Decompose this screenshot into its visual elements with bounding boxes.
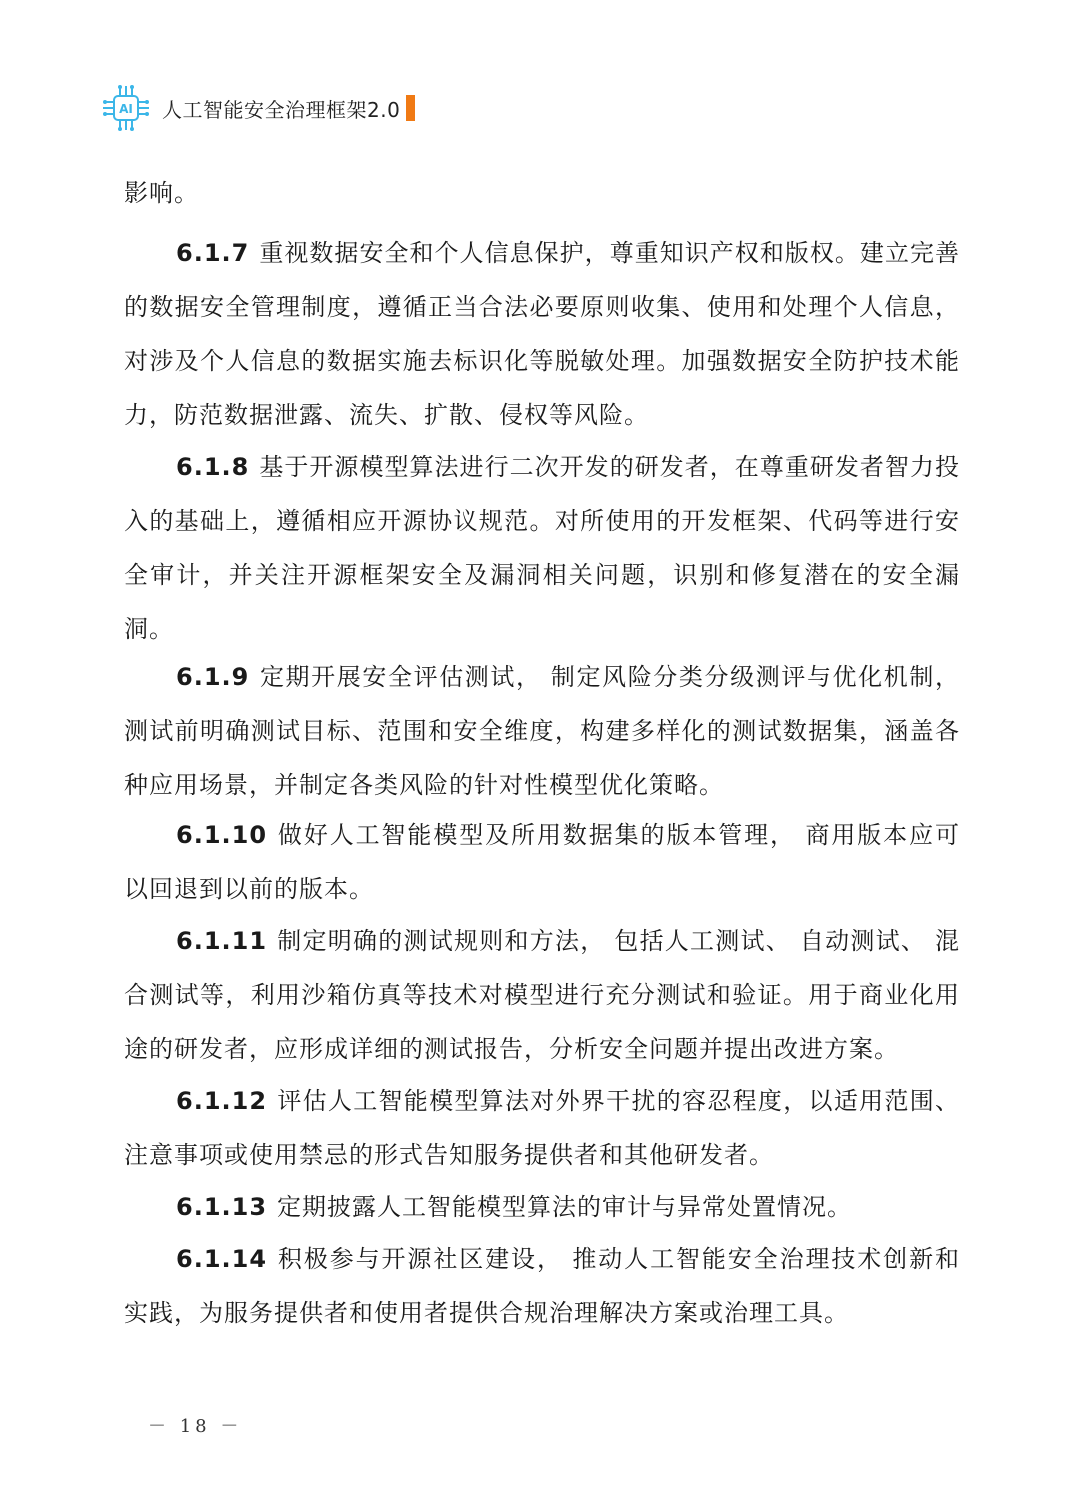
clause-number: 6.1.14 [176, 1245, 268, 1273]
header-title: 人工智能安全治理框架2.0 [162, 97, 401, 122]
clause-text: 基于开源模型算法进行二次开发的研发者，在尊重研发者智力投入的基础上，遵循相应开源协议规范。对所使用的开发框架、代码等进行安全审计，并关注开源框架安全及漏洞相关问题，识别和修复潜在的安全漏洞。 [124, 453, 960, 643]
clause-6-1-14 [124, 1232, 960, 1340]
clause-number: 6.1.10 [176, 821, 268, 849]
clause-6-1-7 [124, 226, 960, 442]
ai-chip-logo [100, 82, 152, 134]
clause-6-1-13 [124, 1180, 960, 1234]
page-number: － 18 － [148, 1416, 243, 1437]
svg-text:AI: AI [119, 102, 133, 116]
clause-6-1-9 [124, 650, 960, 812]
clause-text: 定期开展安全评估测试， 制定风险分类分级测评与优化机制，测试前明确测试目标、范围和安全维度，构建多样化的测试数据集，涵盖各种应用场景，并制定各类风险的针对性模型优化策略。 [124, 663, 960, 799]
header-accent-bar [406, 95, 415, 121]
clause-text: 做好人工智能模型及所用数据集的版本管理， 商用版本应可以回退到以前的版本。 [124, 821, 960, 903]
clause-number: 6.1.11 [176, 927, 268, 955]
clause-text: 重视数据安全和个人信息保护，尊重知识产权和版权。建立完善的数据安全管理制度，遵循正当合法必要原则收集、使用和处理个人信息，对涉及个人信息的数据实施去标识化等脱敏处理。加强数据安全防护技术能力，防范数据泄露、流失、扩散、侵权等风险。 [124, 239, 960, 429]
clause-text: 评估人工智能模型算法对外界干扰的容忍程度，以适用范围、注意事项或使用禁忌的形式告知服务提供者和其他研发者。 [124, 1087, 960, 1169]
clause-text: 积极参与开源社区建设， 推动人工智能安全治理技术创新和实践，为服务提供者和使用者提供合规治理解决方案或治理工具。 [124, 1245, 960, 1327]
clause-number: 6.1.13 [176, 1193, 268, 1221]
clause-text: 制定明确的测试规则和方法， 包括人工测试、 自动测试、 混合测试等，利用沙箱仿真等技术对模型进行充分测试和验证。用于商业化用途的研发者，应形成详细的测试报告，分析安全问题并提出改进方案。 [124, 927, 960, 1063]
clause-number: 6.1.8 [176, 453, 250, 481]
clause-6-1-8 [124, 440, 960, 656]
clause-number: 6.1.9 [176, 663, 250, 691]
clause-6-1-12 [124, 1074, 960, 1182]
clause-6-1-10 [124, 808, 960, 916]
paragraph-text: 影响。 [124, 179, 199, 207]
page-header [100, 82, 415, 134]
clause-text: 定期披露人工智能模型算法的审计与异常处置情况。 [277, 1193, 853, 1221]
clause-6-1-11 [124, 914, 960, 1076]
clause-number: 6.1.12 [176, 1087, 268, 1115]
clause-number: 6.1.7 [176, 239, 250, 267]
paragraph-continuation [124, 166, 960, 220]
